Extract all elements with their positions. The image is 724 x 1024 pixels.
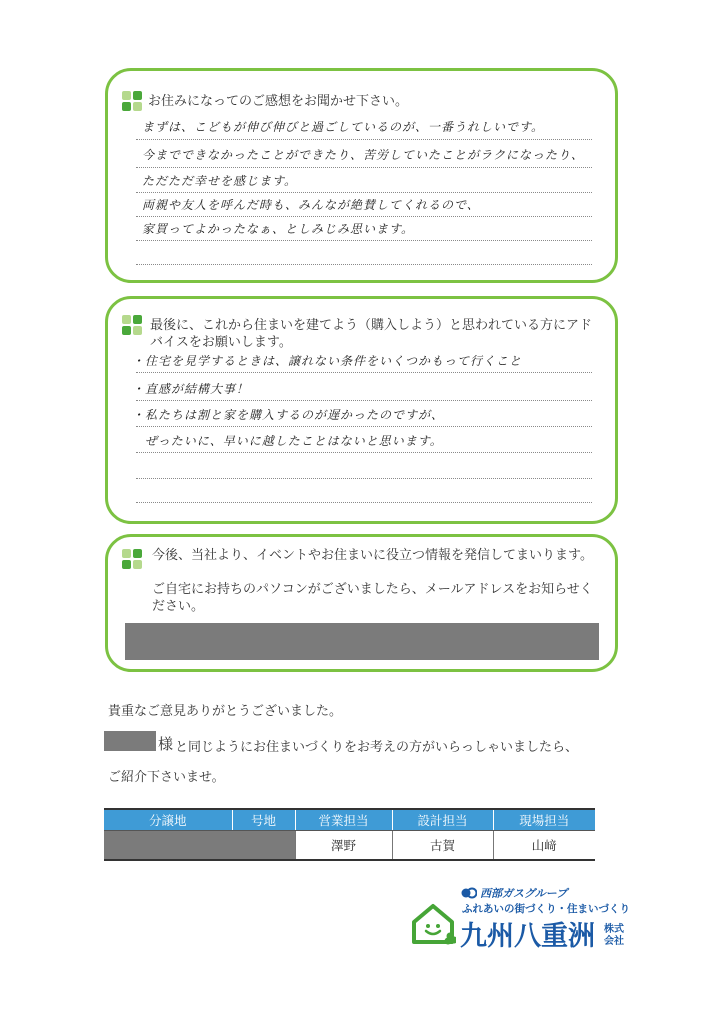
- answer-rule: [136, 167, 592, 168]
- site-staff: 山﨑: [493, 831, 595, 861]
- answer-rule: [136, 478, 592, 479]
- answer-rule: [136, 452, 592, 453]
- sama-label: 様: [158, 735, 174, 753]
- header-sales: 営業担当: [295, 809, 392, 831]
- answer-rule: [136, 139, 592, 140]
- impressions-answer-line: 今までできなかったことができたり、苦労していたことがラクになったり、: [142, 148, 585, 162]
- design-staff: 古賀: [392, 831, 493, 861]
- referral-line-2: ご紹介下さいませ。: [108, 770, 225, 785]
- answer-rule: [136, 216, 592, 217]
- answer-rule: [136, 400, 592, 401]
- clover-icon: [122, 549, 144, 571]
- impressions-answer-line: ただただ幸せを感じます。: [142, 174, 298, 188]
- clover-icon: [122, 315, 144, 337]
- staff-table-header: [104, 809, 595, 831]
- group-name: 西部ガスグループ: [480, 887, 568, 900]
- thanks-line: 貴重なご意見ありがとうございました。: [108, 704, 343, 719]
- email-redacted-field: [125, 623, 599, 660]
- customer-name-redacted: [104, 731, 156, 751]
- answer-rule: [136, 502, 592, 503]
- impressions-question: お住みになってのご感想をお聞かせ下さい。: [148, 94, 409, 109]
- company-suffix-2: 会社: [604, 936, 624, 947]
- header-lot: 号地: [232, 809, 295, 831]
- advice-answer-line: ぜったいに、早いに越したことはないと思います。: [132, 434, 443, 448]
- clover-icon: [122, 91, 144, 113]
- email-question-2: ご自宅にお持ちのパソコンがございましたら、メールアドレスをお知らせください。: [152, 582, 593, 614]
- staff-table-row: [104, 831, 595, 861]
- answer-rule: [136, 426, 592, 427]
- company-name: 九州八重洲: [460, 921, 595, 952]
- impressions-answer-line: 家買ってよかったなぁ、としみじみ思います。: [142, 222, 415, 236]
- header-subdivision: 分譲地: [104, 809, 232, 831]
- email-box: [105, 534, 618, 672]
- company-suffix-1: 株式: [604, 924, 624, 935]
- answer-rule: [136, 264, 592, 265]
- staff-table: [104, 808, 595, 861]
- answer-rule: [136, 192, 592, 193]
- saibu-gas-mark-icon: [461, 886, 477, 900]
- advice-answer-line: ・私たちは割と家を購入するのが遅かったのですが、: [132, 408, 445, 422]
- advice-question: 最後に、これから住まいを建てよう（購入しよう）と思われている方にアドバイスをお願いします。: [150, 318, 593, 350]
- advice-answer-line: ・住宅を見学するときは、譲れない条件をいくつかもって行くこと: [132, 354, 523, 368]
- impressions-answer-line: 両親や友人を呼んだ時も、みんなが絶賛してくれるので、: [142, 198, 480, 212]
- answer-rule: [136, 240, 592, 241]
- tagline: ふれあいの街づくり・住まいづくり: [462, 903, 630, 915]
- advice-answer-line: ・直感が結構大事！: [132, 382, 250, 396]
- header-design: 設計担当: [392, 809, 493, 831]
- house-smile-icon: [410, 900, 456, 946]
- referral-line: と同じようにお住まいづくりをお考えの方がいらっしゃいましたら、: [175, 740, 579, 755]
- company-logo: [410, 884, 640, 952]
- header-site: 現場担当: [493, 809, 595, 831]
- sales-staff: 澤野: [295, 831, 392, 861]
- impressions-answer-line: まずは、こどもが伸び伸びと過ごしているのが、一番うれしいです。: [142, 120, 545, 134]
- subdivision-lot-redacted: [104, 831, 295, 861]
- email-question-1: 今後、当社より、イベントやお住まいに役立つ情報を発信してまいります。: [152, 548, 593, 563]
- answer-rule: [136, 372, 592, 373]
